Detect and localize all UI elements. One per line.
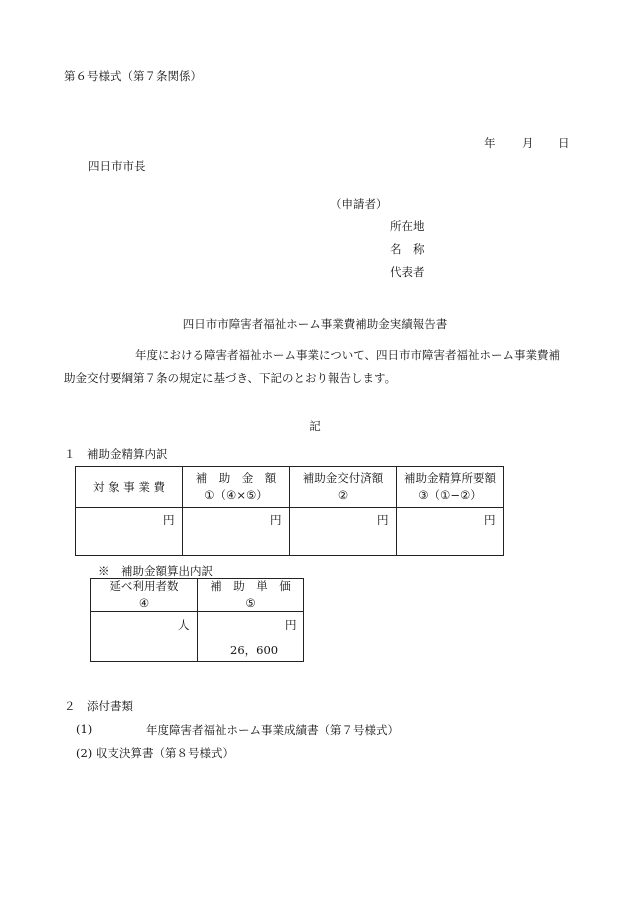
attachment-2: (2) 収支決算書（第８号様式）: [76, 746, 234, 760]
unit-yen: 円: [285, 618, 297, 632]
applicant-representative-label: 代表者: [390, 265, 425, 279]
unit-yen: 円: [163, 513, 175, 527]
applicant-name-label: 名 称: [390, 242, 425, 256]
unit-person: 人: [178, 618, 190, 632]
table-header-settlement-amount: 補助金精算所要額 ③（①−②）: [404, 471, 496, 502]
sub-header-unit-price: 補 助 単 価 ⑤: [210, 579, 291, 610]
sub-table-note: ※ 補助金額算出内訳: [98, 564, 213, 578]
table-header-paid-amount: 補助金交付済額 ②: [302, 471, 384, 502]
table-header-target-cost: 対 象 事 業 費: [92, 479, 166, 494]
applicant-address-label: 所在地: [390, 219, 425, 233]
form-number: 第６号様式（第７条関係）: [64, 69, 202, 83]
body-text-line1: 年度における障害者福祉ホーム事業について、四日市市障害者福祉ホーム事業費補: [135, 348, 561, 362]
table-header-subsidy-amount: 補 助 金 額 ①（④×⑤）: [195, 471, 277, 502]
applicant-label: （申請者）: [330, 197, 388, 211]
unit-price-value: 26，600: [230, 643, 279, 657]
attachment-1-number: (1): [76, 722, 93, 736]
date-day: 日: [558, 136, 570, 150]
body-text-line2: 助金交付要綱第７条の規定に基づき、下記のとおり報告します。: [64, 371, 397, 385]
unit-yen: 円: [377, 513, 389, 527]
attachment-1-text: 年度障害者福祉ホーム事業成績書（第７号様式）: [146, 723, 399, 737]
date-month: 月: [522, 136, 534, 150]
unit-yen: 円: [270, 513, 282, 527]
document-title: 四日市市障害者福祉ホーム事業費補助金実績報告書: [182, 317, 448, 331]
unit-yen: 円: [484, 513, 496, 527]
sub-header-users: 延べ利用者数 ④: [109, 579, 179, 610]
ki-heading: 記: [309, 419, 321, 433]
addressee: 四日市市長: [88, 159, 146, 173]
date-year: 年: [484, 136, 496, 150]
section1-heading: １ 補助金精算内訳: [64, 447, 168, 461]
section2-heading: ２ 添付書類: [64, 699, 133, 713]
